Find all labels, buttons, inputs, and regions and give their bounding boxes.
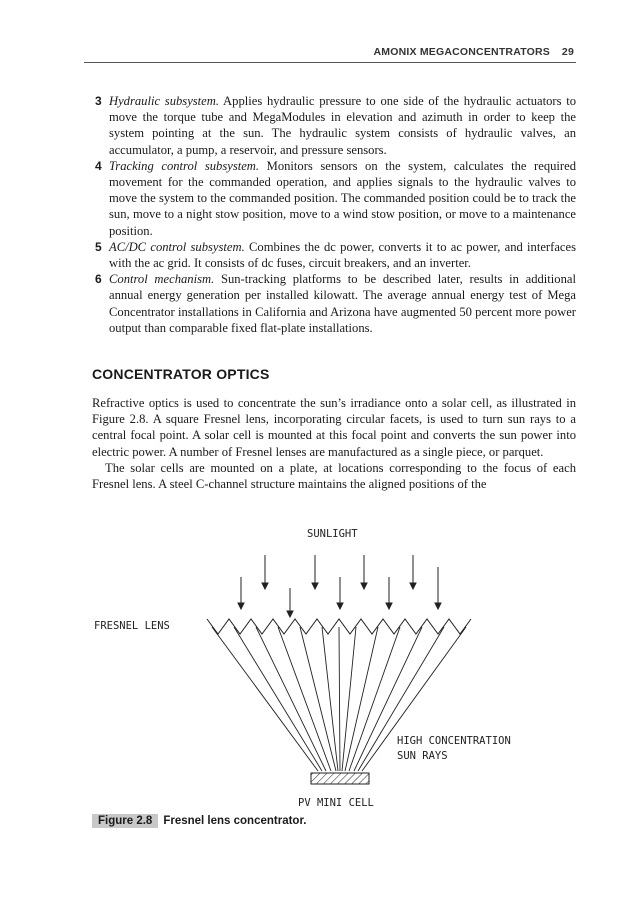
sunlight-label: SUNLIGHT <box>307 528 358 540</box>
figure-caption <box>92 815 307 827</box>
list-item-number: 6 <box>95 272 102 287</box>
subsystem-list <box>92 93 576 336</box>
sun-arrow-head <box>337 603 343 609</box>
section-heading: CONCENTRATOR OPTICS <box>92 366 270 382</box>
paragraph: Refractive optics is used to concentrate the sun’s irradiance onto a solar cell, as illustrated in Figure 2.8. A square Fresnel lens, incorporating circular facets, is used to turn sun rays to a central focal point. A solar cell is mounted at this focal point and converts the sun power into electric power. A number of Fresnel lenses are manufactured as a single piece, or parquet. <box>92 396 576 459</box>
sun-arrow-head <box>386 603 392 609</box>
list-item-number: 5 <box>95 239 102 254</box>
list-item-text: Monitors sensors on the system, calculates the required movement for the commanded operation, and applies signals to the hydraulic valves to move the system to the commanded position. The commanded position could be to track the sun, move to a night stow position, move to a wind stow position, or move to a maintenance position. <box>109 158 576 238</box>
sun-arrow-head <box>410 583 416 589</box>
fresnel-lens-diagram <box>0 520 621 820</box>
sun-arrow-head <box>287 611 293 617</box>
sunlight-arrows <box>238 555 441 617</box>
sun-rays-label: SUN RAYS <box>397 750 448 762</box>
fresnel-lens-label: FRESNEL LENS <box>94 620 170 632</box>
pv-mini-cell-label: PV MINI CELL <box>298 797 374 809</box>
list-item <box>92 93 576 158</box>
sun-arrow-head <box>312 583 318 589</box>
sun-arrow-head <box>238 603 244 609</box>
running-header <box>84 44 576 63</box>
figure-caption-text: Fresnel lens concentrator. <box>163 815 307 827</box>
sun-arrow-head <box>262 583 268 589</box>
section-body <box>92 395 576 492</box>
list-item <box>92 158 576 239</box>
list-item-text: Combines the dc power, converts it to ac power, and interfaces with the ac grid. It consists of dc fuses, circuit breakers, and an inverter. <box>109 239 576 271</box>
list-item-title: Tracking control subsystem. <box>109 158 260 173</box>
figure-number: Figure 2.8 <box>92 814 158 828</box>
list-item-text: Applies hydraulic pressure to one side of the hydraulic actuators to move the torque tube and MegaModules in elevation and azimuth in order to keep the system pointing at the sun. The hydraulic system consists of hydraulic valves, an accumulator, a pump, a reservoir, and pressure sensors. <box>109 94 576 157</box>
list-item-title: Control mechanism. <box>109 272 215 287</box>
paragraph: The solar cells are mounted on a plate, at locations corresponding to the focus of each Fresnel lens. A steel C-channel structure maintains the aligned positions of the <box>92 460 576 492</box>
high-concentration-label: HIGH CONCENTRATION <box>397 735 511 747</box>
list-item-text: Sun-tracking platforms to be described later, results in additional annual energy generation per installed kilowatt. The average annual energy test of Mega Concentrator installations in California and Arizona have augmented 50 percent more power output than comparable fixed flat-plate installations. <box>109 272 576 335</box>
pv-mini-cell <box>311 773 369 784</box>
running-title: AMONIX MEGACONCENTRATORS <box>373 46 550 58</box>
list-item-title: Hydraulic subsystem. <box>109 94 220 108</box>
list-item-number: 3 <box>95 94 102 108</box>
list-item-title: AC/DC control subsystem. <box>109 239 245 254</box>
list-item <box>92 239 576 271</box>
list-item-number: 4 <box>95 158 102 173</box>
list-item <box>92 271 576 336</box>
sun-arrow-head <box>435 603 441 609</box>
sun-arrow-head <box>361 583 367 589</box>
page-number: 29 <box>561 46 574 58</box>
